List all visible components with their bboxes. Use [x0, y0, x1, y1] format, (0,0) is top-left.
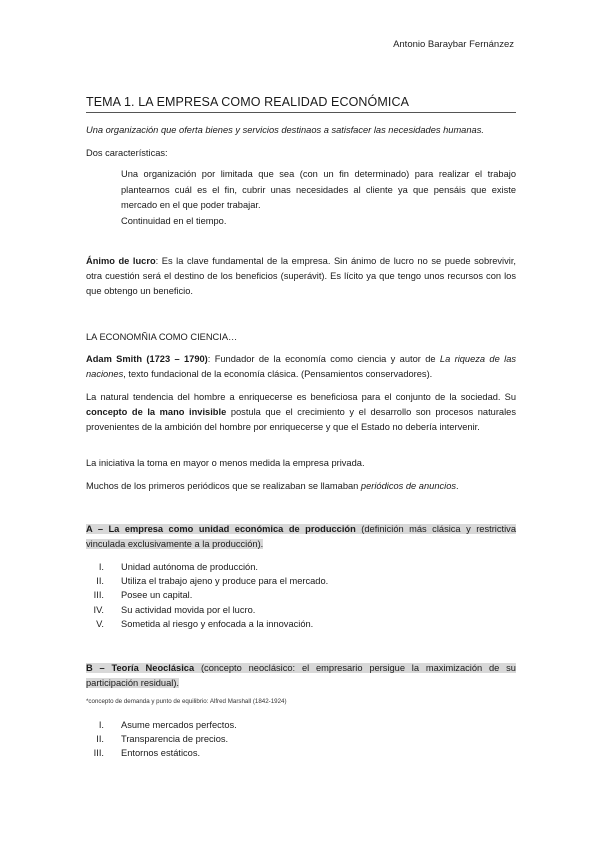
list-item-text: Una organización por limitada que sea (con un fin determinado) para realizar el trabajo plantearnos cuál es el fin, cubrir unas necesidades al cliente ya que pensáis que existe mercado en el que poder trabajar. [121, 169, 516, 210]
list-item-text: Entornos estáticos. [121, 748, 201, 759]
initiative-text: La iniciativa la toma en mayor o menos medida la empresa privada. [86, 458, 365, 468]
list-item [86, 574, 516, 588]
section-b-note: (concepto neoclásico: el empresario persigue la maximización de su participación residual). [86, 663, 516, 688]
list-item [86, 560, 516, 574]
newspapers-italic: periódicos de anuncios [360, 481, 457, 491]
list-number: IV. [93, 604, 104, 615]
animo-paragraph [86, 254, 516, 299]
list-item-text: Asume mercados perfectos. [121, 720, 237, 730]
list-item [86, 617, 516, 631]
section-b-list [86, 718, 516, 761]
list-number: V. [96, 618, 104, 629]
list-number: III. [93, 748, 104, 759]
tendency-text: La natural tendencia del hombre a enriquecerse es beneficiosa para el conjunto de la sociedad. Su [86, 392, 516, 402]
footnote: *concepto de demanda y punto de equilibrio: Alfred Marshall (1842-1924) [86, 698, 287, 705]
list-item-text: Utiliza el trabajo ajeno y produce para el mercado. [121, 576, 329, 587]
section-b-heading [86, 661, 516, 691]
list-item [86, 603, 516, 617]
adam-smith-paragraph [86, 352, 516, 382]
newspapers-paragraph [86, 479, 516, 494]
list-item-text: Sometida al riesgo y enfocada a la innovación. [121, 618, 314, 629]
page-title: TEMA 1. LA EMPRESA COMO REALIDAD ECONÓMICA [86, 95, 516, 113]
section-heading: LA ECONOMÑIA COMO CIENCIA… [86, 332, 238, 342]
list-number: III. [93, 590, 104, 601]
newspapers-text: Muchos de los primeros periódicos que se realizaban se llamaban [86, 481, 361, 491]
list-item [86, 746, 516, 760]
animo-term: Ánimo de lucro [86, 256, 156, 266]
list-item [86, 167, 516, 214]
newspapers-end: . [456, 481, 459, 491]
tendency-text-end: postula que el crecimiento y el desarrollo son procesos naturales provenientes de la ambición del hombre por enriquecerse y que el Estado no debería intervenir. [86, 407, 516, 432]
list-item-text: Su actividad movida por el lucro. [121, 604, 256, 615]
list-item [86, 214, 516, 230]
list-number: II. [96, 734, 104, 745]
list-item [86, 732, 516, 746]
section-a-list [86, 560, 516, 631]
adam-smith-name: Adam Smith (1723 – 1790) [86, 354, 208, 364]
list-item [86, 718, 516, 732]
section-b-title: B – Teoría Neoclásica [86, 663, 195, 673]
list-item-text: Posee un capital. [121, 590, 193, 601]
book-title: La riqueza de las naciones [86, 354, 517, 379]
section-a-heading [86, 522, 516, 552]
list-item-text: Unidad autónoma de producción. [121, 562, 258, 572]
list-item-text: Transparencia de precios. [121, 734, 229, 745]
tendency-paragraph [86, 390, 516, 435]
adam-smith-text: : Fundador de la economía como ciencia y autor de [207, 354, 440, 364]
characteristics-list [86, 167, 516, 229]
animo-text: : Es la clave fundamental de la empresa. Sin ánimo de lucro no se puede sobrevivir, otra cuestión será el destino de los beneficios (superávit). Es lícito ya que tengo unos recursos con los que obtengo un beneficio. [86, 256, 516, 296]
section-a-title: A – La empresa como unidad económica de producción [86, 524, 356, 534]
list-item [86, 588, 516, 602]
definition-text: Una organización que oferta bienes y servicios destinaos a satisfacer las necesidades humanas. [86, 125, 484, 135]
list-number: I. [98, 720, 104, 730]
list-number: II. [96, 576, 104, 587]
list-number: I. [98, 562, 104, 572]
list-item-text: Continuidad en el tiempo. [121, 215, 227, 226]
characteristics-label: Dos características: [86, 148, 168, 158]
section-a-note: (definición más clásica y restrictiva vinculada exclusivamente a la producción). [86, 524, 516, 549]
invisible-hand-concept: concepto de la mano invisible [86, 407, 227, 417]
author-header: Antonio Baraybar Fernánzez [393, 39, 514, 50]
adam-smith-text-end: , texto fundacional de la economía clásica. (Pensamientos conservadores). [123, 369, 433, 379]
